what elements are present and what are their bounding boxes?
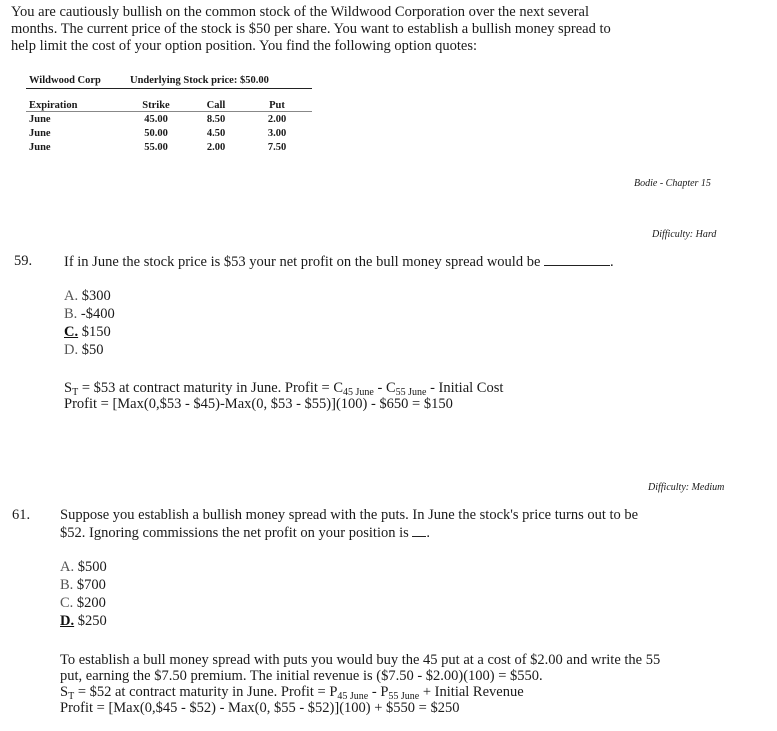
cell-expiration: June (29, 113, 51, 125)
header-put: Put (269, 100, 285, 111)
cell-call: 2.00 (206, 141, 226, 153)
difficulty-label: Difficulty: Hard (652, 229, 717, 240)
cell-put: 7.50 (267, 141, 287, 153)
answer-blank (544, 253, 610, 266)
question-stem-line2: $52. Ignoring commissions the net profit on your position is . (60, 525, 431, 541)
cell-strike: 55.00 (144, 141, 168, 153)
chapter-label: Bodie - Chapter 15 (634, 178, 711, 189)
intro-line: You are cautiously bullish on the common stock of the Wildwood Corporation over the next several (11, 4, 589, 20)
question-text: If in June the stock price is $53 your net profit on the bull money spread would be . (64, 254, 614, 270)
answer-blank (412, 524, 426, 537)
header-strike: Strike (142, 100, 170, 111)
cell-call: 4.50 (206, 127, 226, 139)
explanation (64, 380, 503, 412)
option-quote-table (26, 72, 312, 154)
choice-d: D. $50 (64, 342, 104, 358)
question-number: 59. (14, 253, 33, 269)
intro-line: months. The current price of the stock is $50 per share. You want to establish a bullish money spread to (11, 21, 611, 37)
intro-line: help limit the cost of your option position. You find the following option quotes: (11, 38, 478, 54)
choice-a: A. $500 (60, 559, 107, 575)
table-row (26, 126, 312, 140)
explanation-line: To establish a bull money spread with puts you would buy the 45 put at a cost of $2.00 and write the 55 (60, 652, 661, 668)
cell-call: 8.50 (206, 113, 226, 125)
choice-c: C. $200 (60, 595, 106, 611)
explanation (60, 652, 660, 716)
choice-a: A. $300 (64, 288, 111, 304)
stock-price-label: Underlying Stock price: $50.00 (130, 74, 269, 86)
cell-strike: 45.00 (144, 113, 168, 125)
question-text (60, 507, 638, 542)
explanation-line: $S_T$ = $52 at contract maturity in June. Profit = $P_{45 June} - P_{55 June}$ + Initial Revenue (60, 684, 524, 702)
question-stem: If in June the stock price is $53 your net profit on the bull money spread would be (64, 254, 541, 270)
answer-choices (60, 558, 107, 630)
table-title-row (26, 72, 312, 89)
answer-choices (64, 287, 115, 359)
question-number: 61. (12, 507, 31, 523)
difficulty-label: Difficulty: Medium (648, 482, 725, 493)
cell-put: 2.00 (267, 113, 287, 125)
choice-c-correct: C. $150 (64, 324, 111, 340)
cell-put: 3.00 (267, 127, 287, 139)
table-header-row (26, 96, 312, 112)
header-expiration: Expiration (29, 100, 78, 111)
choice-d-correct: D. $250 (60, 613, 107, 629)
cell-strike: 50.00 (144, 127, 168, 139)
choice-b: B. $700 (60, 577, 106, 593)
header-call: Call (206, 100, 226, 111)
explanation-line: put, earning the $7.50 premium. The initial revenue is ($7.50 - $2.00)(100) = $550. (60, 668, 543, 684)
cell-expiration: June (29, 127, 51, 139)
cell-expiration: June (29, 141, 51, 153)
choice-b: B. -$400 (64, 306, 115, 322)
table-row (26, 112, 312, 126)
company-name: Wildwood Corp (29, 74, 101, 86)
table-row (26, 140, 312, 154)
explanation-line: $S_T$ = $53 at contract maturity in June. Profit = $C_{45 June} - C_{55 June}$ - Initial Cost (64, 380, 504, 398)
intro-paragraph (11, 4, 711, 55)
explanation-line: Profit = [Max(0,$45 - $52) - Max(0, $55 - $52)](100) + $550 = $250 (60, 700, 460, 716)
question-stem: Suppose you establish a bullish money spread with the puts. In June the stock's price turns out to be (60, 507, 639, 523)
explanation-line: Profit = [Max(0,$53 - $45)-Max(0, $53 - $55)](100) - $650 = $150 (64, 396, 453, 412)
